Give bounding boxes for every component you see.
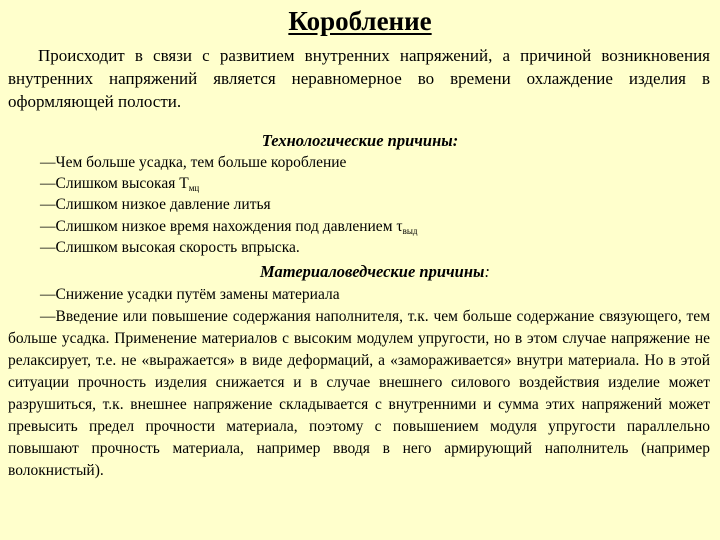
intro-paragraph: Происходит в связи с развитием внутренних напряжений, а причиной возникновения внутренних напряжений является неравномерное во времени охлаждение изделия в оформляющей полости.	[8, 46, 710, 111]
list-item	[40, 216, 710, 237]
technological-causes-heading	[0, 130, 720, 151]
material-causes-list	[8, 284, 710, 482]
list-item-text: —Слишком низкое давление литья	[40, 196, 271, 214]
material-causes-heading-text: Материаловедческие причины	[260, 262, 485, 281]
list-item-text: —Слишком высокая скорость впрыска.	[40, 238, 300, 256]
list-item	[40, 152, 710, 173]
material-causes-heading-colon: :	[484, 262, 490, 281]
list-item-text: —Слишком высокая T	[40, 175, 189, 193]
technological-causes-heading-text: Технологические причины	[261, 131, 453, 150]
list-item	[40, 194, 710, 215]
list-item: —Снижение усадки путём замены материала	[40, 286, 340, 303]
list-item-text: —Слишком низкое время нахождения под давлением τ	[40, 217, 403, 235]
page-title: Коробление	[288, 6, 432, 36]
list-item	[40, 237, 710, 258]
technological-causes-list	[40, 152, 710, 258]
material-causes-heading	[0, 261, 720, 282]
list-item: —Введение или повышение содержания наполнителя, т.к. чем больше содержание связующего, тем больше усадка. Применение материалов с высоким модулем упругости, но в этом случае напряжение не релаксирует, т.е. не «выражается» в виде деформаций, а «замораживается» внутри материала. Но в этой ситуации прочность изделия снижается и в случае внешнего силового воздействия изделие может разрушиться, т.к. внешнее напряжение складывается с внутренними и сумма этих напряжений может превысить предел прочности материала, поэтому с повышением модуля упругости параллельно повышают прочность материала, например вводя в него армирующий наполнитель (например волокнистый).	[8, 308, 710, 479]
list-item	[40, 173, 710, 194]
list-item-subscript: мц	[188, 183, 200, 194]
technological-causes-heading-colon: :	[452, 131, 459, 150]
list-item-text: —Чем больше усадка, тем больше коробление	[40, 154, 347, 171]
list-item-subscript: выд	[402, 225, 418, 236]
